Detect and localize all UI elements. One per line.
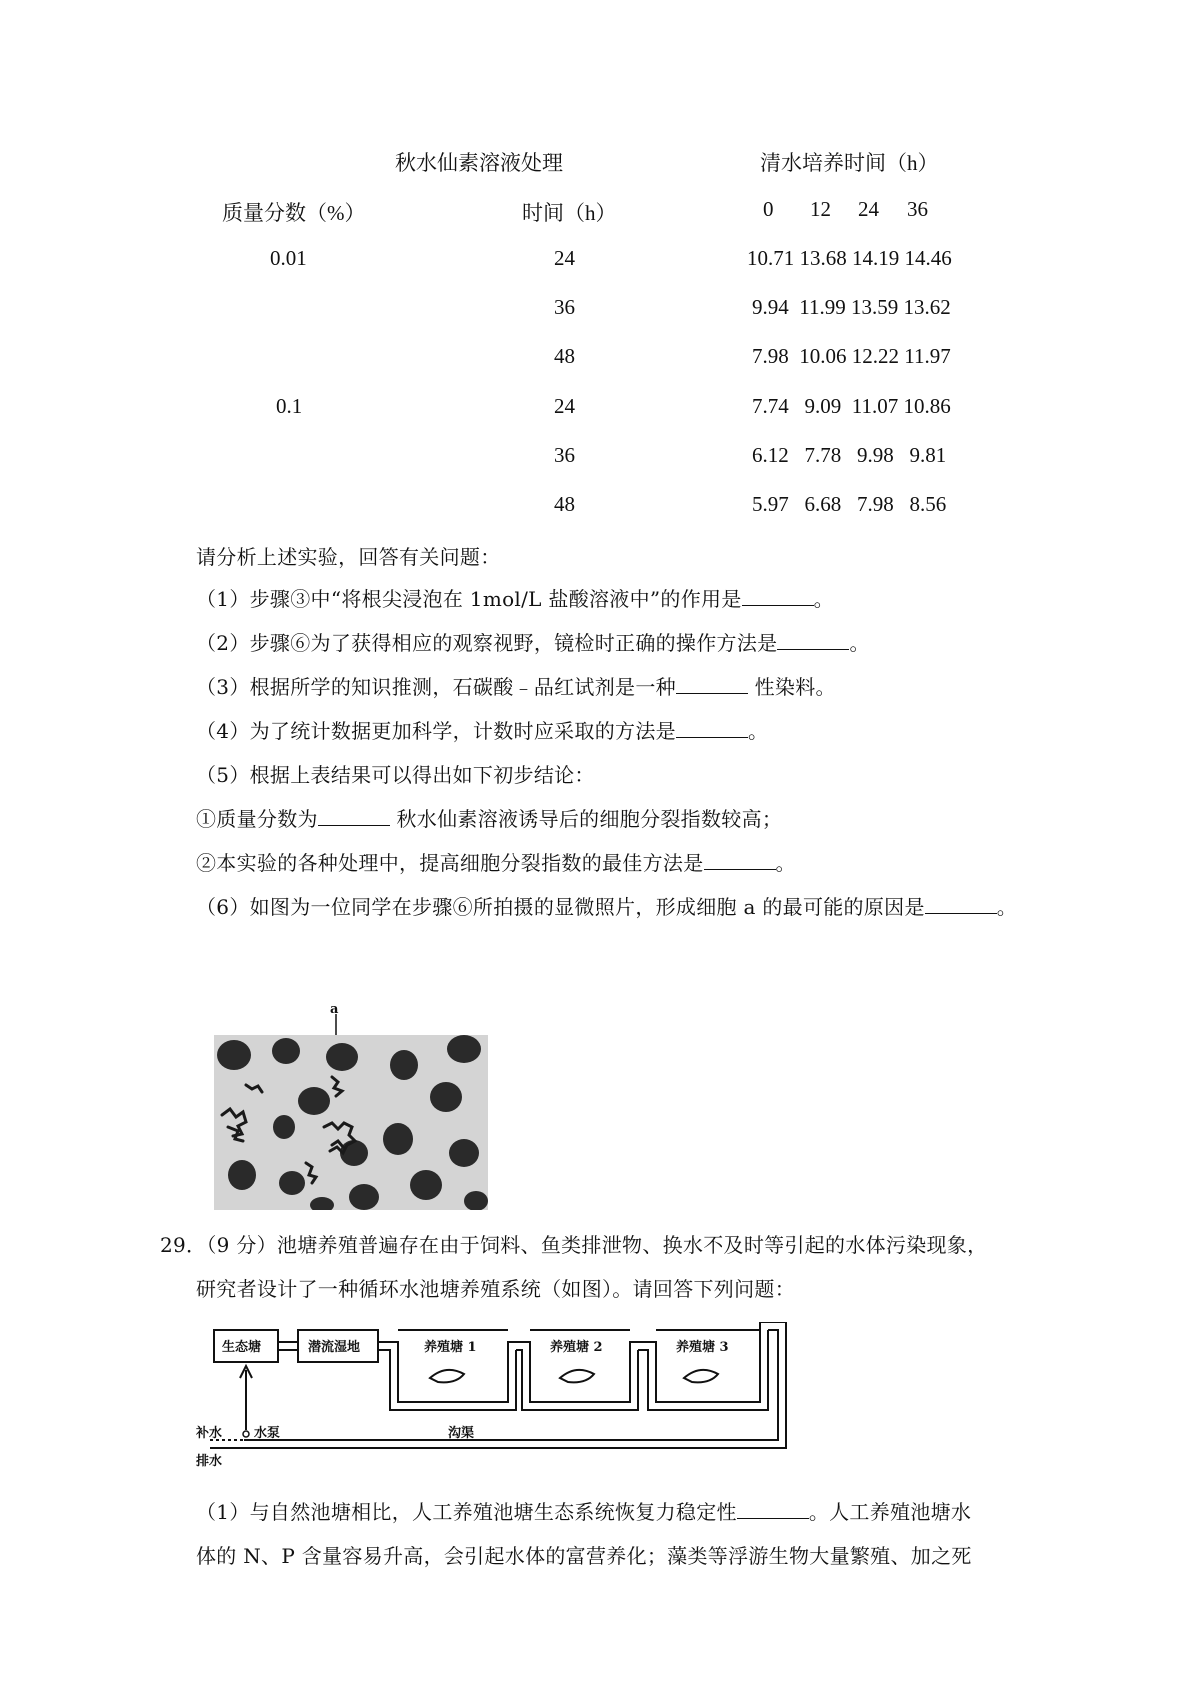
question-4: （4）为了统计数据更加科学，计数时应采取的方法是 。 [196, 719, 769, 743]
table-hour-36: 36 [907, 197, 928, 221]
intro-text: 请分析上述实验，回答有关问题： [196, 545, 501, 569]
wetland-label: 潜流湿地 [308, 1340, 361, 1355]
table-row-mass: 0.01 [270, 246, 307, 270]
answer-blank[interactable] [737, 1500, 809, 1519]
table-row-values: 7.98 10.06 12.22 11.97 [752, 344, 951, 368]
table-col-time: 时间（h） [522, 201, 617, 225]
table-row-time: 36 [554, 295, 575, 319]
table-header-culture-time: 清水培养时间（h） [760, 151, 939, 175]
answer-blank[interactable] [742, 587, 814, 606]
pond-2-label: 养殖塘 2 [550, 1340, 603, 1355]
table-header-treatment: 秋水仙素溶液处理 [395, 151, 563, 175]
answer-blank[interactable] [676, 719, 748, 738]
table-row-time: 24 [554, 394, 575, 418]
table-row-values: 10.71 13.68 14.19 14.46 [747, 246, 952, 270]
question-1: （1）步骤③中“将根尖浸泡在 1mol/L 盐酸溶液中”的作用是 。 [196, 587, 834, 611]
answer-blank[interactable] [704, 851, 776, 870]
aquaculture-system-diagram [196, 1322, 850, 1472]
micrograph-image [214, 1035, 488, 1210]
table-row-values: 6.12 7.78 9.98 9.81 [752, 443, 947, 467]
answer-blank[interactable] [676, 675, 748, 694]
q29-stem-line1: 29．（9 分）池塘养殖普遍存在由于饲料、鱼类排泄物、换水不及时等引起的水体污染现象， [160, 1233, 988, 1257]
question-6: （6）如图为一位同学在步骤⑥所拍摄的显微照片，形成细胞 a 的最可能的原因是 。 [196, 895, 1018, 919]
table-hour-24: 24 [858, 197, 879, 221]
table-row-time: 48 [554, 344, 575, 368]
question-3: （3）根据所学的知识推测，石碳酸﹣品红试剂是一种 性染料。 [196, 675, 836, 699]
question-5-1: ①质量分数为 秋水仙素溶液诱导后的细胞分裂指数较高； [196, 807, 783, 831]
table-row-values: 5.97 6.68 7.98 8.56 [752, 492, 947, 516]
table-row-time: 24 [554, 246, 575, 270]
eco-pond-label: 生态塘 [222, 1340, 262, 1355]
q29-stem-line2: 研究者设计了一种循环水池塘养殖系统（如图）。请回答下列问题： [196, 1277, 795, 1301]
ditch-label: 沟渠 [448, 1426, 475, 1441]
table-row-time: 48 [554, 492, 575, 516]
pump-label: 水泵 [254, 1426, 281, 1441]
question-5-2: ②本实验的各种处理中，提高细胞分裂指数的最佳方法是 。 [196, 851, 796, 875]
drain-label: 排水 [196, 1454, 223, 1469]
table-hour-0: 0 [763, 197, 774, 221]
pond-3-label: 养殖塘 3 [676, 1340, 729, 1355]
table-row-values: 9.94 11.99 13.59 13.62 [752, 295, 951, 319]
table-row-time: 36 [554, 443, 575, 467]
question-5: （5）根据上表结果可以得出如下初步结论： [196, 763, 595, 787]
answer-blank[interactable] [925, 895, 997, 914]
table-hour-12: 12 [810, 197, 831, 221]
table-col-mass: 质量分数（%） [222, 201, 366, 225]
answer-blank[interactable] [318, 807, 390, 826]
q29-sub-1-cont: 体的 N、P 含量容易升高，会引起水体的富营养化；藻类等浮游生物大量繁殖、加之死 [196, 1544, 972, 1568]
micrograph-label-a: a [330, 1002, 339, 1017]
question-2: （2）步骤⑥为了获得相应的观察视野，镜检时正确的操作方法是 。 [196, 631, 870, 655]
refill-label: 补水 [196, 1426, 223, 1441]
answer-blank[interactable] [777, 631, 849, 650]
pond-1-label: 养殖塘 1 [424, 1340, 477, 1355]
table-row-mass: 0.1 [276, 394, 303, 418]
table-row-values: 7.74 9.09 11.07 10.86 [752, 394, 951, 418]
q29-sub-1: （1）与自然池塘相比，人工养殖池塘生态系统恢复力稳定性 。人工养殖池塘水 [196, 1500, 972, 1524]
